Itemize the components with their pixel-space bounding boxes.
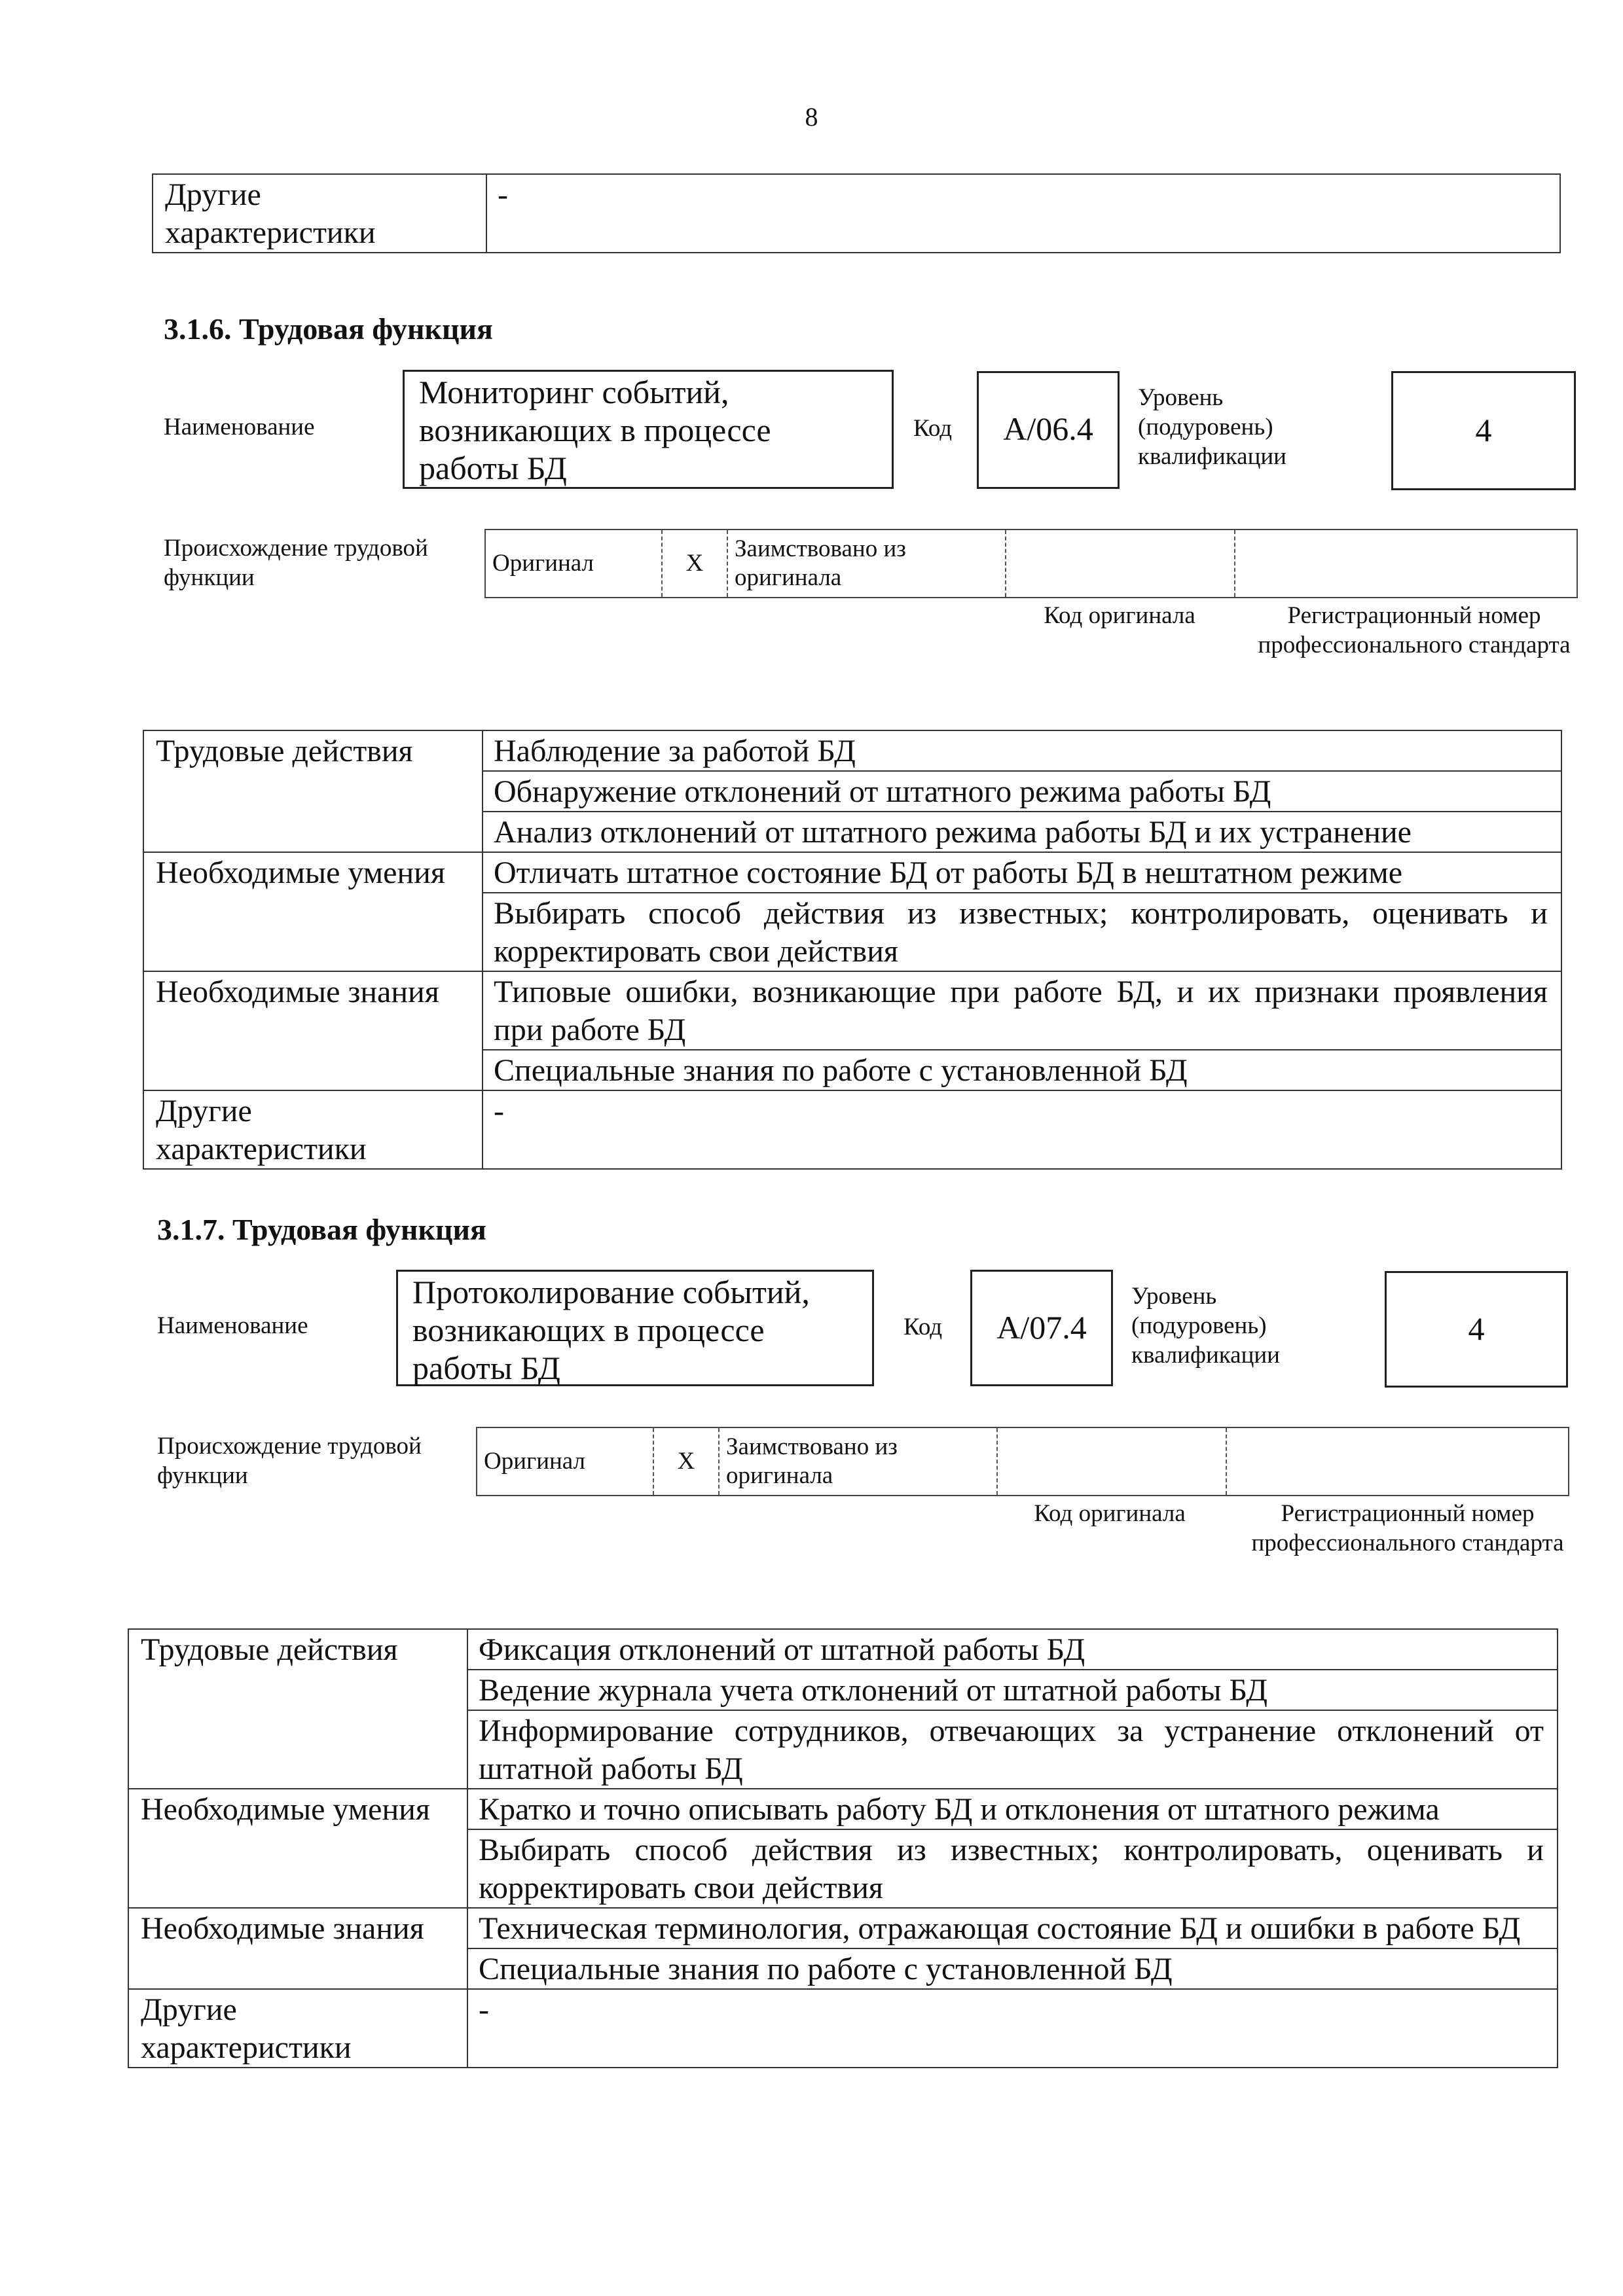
prev-characteristics-table bbox=[152, 173, 1561, 253]
borrowed-label: Заимствовано из оригинала bbox=[719, 1427, 997, 1496]
level-label: Уровень (подуровень) квалификации bbox=[1138, 384, 1286, 470]
row-label: Другие характеристики bbox=[143, 1090, 483, 1169]
row-item: Типовые ошибки, возникающие при работе БД, и их признаки проявления при работе БД bbox=[483, 971, 1561, 1050]
page-number: 8 bbox=[805, 102, 818, 132]
row-label: Необходимые умения bbox=[128, 1789, 467, 1908]
row-label: Необходимые умения bbox=[143, 852, 483, 971]
row-item: Информирование сотрудников, отвечающих за устранение отклонений от штатной работы БД bbox=[467, 1710, 1558, 1789]
code-value-box bbox=[970, 1270, 1113, 1386]
row-item: Наблюдение за работой БД bbox=[483, 730, 1561, 771]
original-code-cell bbox=[997, 1427, 1226, 1496]
original-mark: Х bbox=[662, 529, 727, 598]
original-code-caption: Код оригинала bbox=[1034, 1500, 1186, 1527]
prev-characteristics-label: Другие характеристики bbox=[153, 174, 486, 253]
original-code-caption: Код оригинала bbox=[1044, 602, 1195, 629]
reg-number-cell bbox=[1235, 529, 1577, 598]
row-item: - bbox=[483, 1090, 1561, 1169]
prev-characteristics-value: - bbox=[486, 174, 1560, 253]
origin-table bbox=[476, 1427, 1569, 1496]
reg-number-caption: Регистрационный номер профессионального стандарта bbox=[1251, 1500, 1564, 1556]
level-label: Уровень (подуровень) квалификации bbox=[1131, 1283, 1280, 1369]
row-label: Трудовые действия bbox=[143, 730, 483, 852]
original-label: Оригинал bbox=[477, 1427, 653, 1496]
code-label: Код bbox=[913, 415, 953, 442]
level-value: 4 bbox=[1475, 412, 1492, 448]
row-label: Трудовые действия bbox=[128, 1629, 467, 1789]
section-title: 3.1.6. Трудовая функция bbox=[164, 312, 493, 346]
code-value-box bbox=[977, 371, 1120, 489]
original-label: Оригинал bbox=[485, 529, 662, 598]
row-item: Специальные знания по работе с установленной БД bbox=[467, 1948, 1558, 1989]
row-item: Техническая терминология, отражающая состояние БД и ошибки в работе БД bbox=[467, 1908, 1558, 1948]
original-mark: Х bbox=[653, 1427, 719, 1496]
row-item: Анализ отклонений от штатного режима работы БД и их устранение bbox=[483, 812, 1561, 852]
row-label: Необходимые знания bbox=[143, 971, 483, 1090]
name-value: Мониторинг событий, возникающих в процессе работы БД bbox=[419, 374, 771, 486]
origin-label: Происхождение трудовой функции bbox=[164, 535, 428, 591]
code-label: Код bbox=[903, 1314, 943, 1340]
row-item: Кратко и точно описывать работу БД и отклонения от штатного режима bbox=[467, 1789, 1558, 1829]
row-item: Отличать штатное состояние БД от работы БД в нештатном режиме bbox=[483, 852, 1561, 893]
level-value: 4 bbox=[1468, 1310, 1485, 1347]
function-details-table bbox=[143, 730, 1562, 1170]
row-label: Другие характеристики bbox=[128, 1989, 467, 2068]
name-value: Протоколирование событий, возникающих в процессе работы БД bbox=[412, 1274, 810, 1386]
borrowed-label: Заимствовано из оригинала bbox=[727, 529, 1006, 598]
row-item: Обнаружение отклонений от штатного режима работы БД bbox=[483, 771, 1561, 812]
code-value: А/06.4 bbox=[1003, 410, 1093, 447]
function-details-table bbox=[128, 1628, 1558, 2068]
row-item: Специальные знания по работе с установленной БД bbox=[483, 1050, 1561, 1090]
row-item: Выбирать способ действия из известных; контролировать, оценивать и корректировать свои действия bbox=[467, 1829, 1558, 1908]
row-item: Фиксация отклонений от штатной работы БД bbox=[467, 1629, 1558, 1670]
origin-table bbox=[484, 529, 1578, 598]
reg-number-cell bbox=[1226, 1427, 1569, 1496]
name-value-box bbox=[403, 370, 894, 489]
row-item: Ведение журнала учета отклонений от штатной работы БД bbox=[467, 1670, 1558, 1710]
code-value: А/07.4 bbox=[996, 1309, 1087, 1346]
row-item: Выбирать способ действия из известных; контролировать, оценивать и корректировать свои действия bbox=[483, 893, 1561, 971]
name-value-box bbox=[396, 1270, 874, 1386]
origin-label: Происхождение трудовой функции bbox=[157, 1433, 422, 1489]
original-code-cell bbox=[1006, 529, 1235, 598]
level-value-box bbox=[1391, 371, 1576, 490]
name-label: Наименование bbox=[164, 414, 315, 440]
row-label: Необходимые знания bbox=[128, 1908, 467, 1989]
row-item: - bbox=[467, 1989, 1558, 2068]
reg-number-caption: Регистрационный номер профессионального стандарта bbox=[1258, 602, 1571, 658]
name-label: Наименование bbox=[157, 1312, 308, 1339]
level-value-box bbox=[1385, 1271, 1568, 1388]
section-title: 3.1.7. Трудовая функция bbox=[157, 1213, 486, 1246]
